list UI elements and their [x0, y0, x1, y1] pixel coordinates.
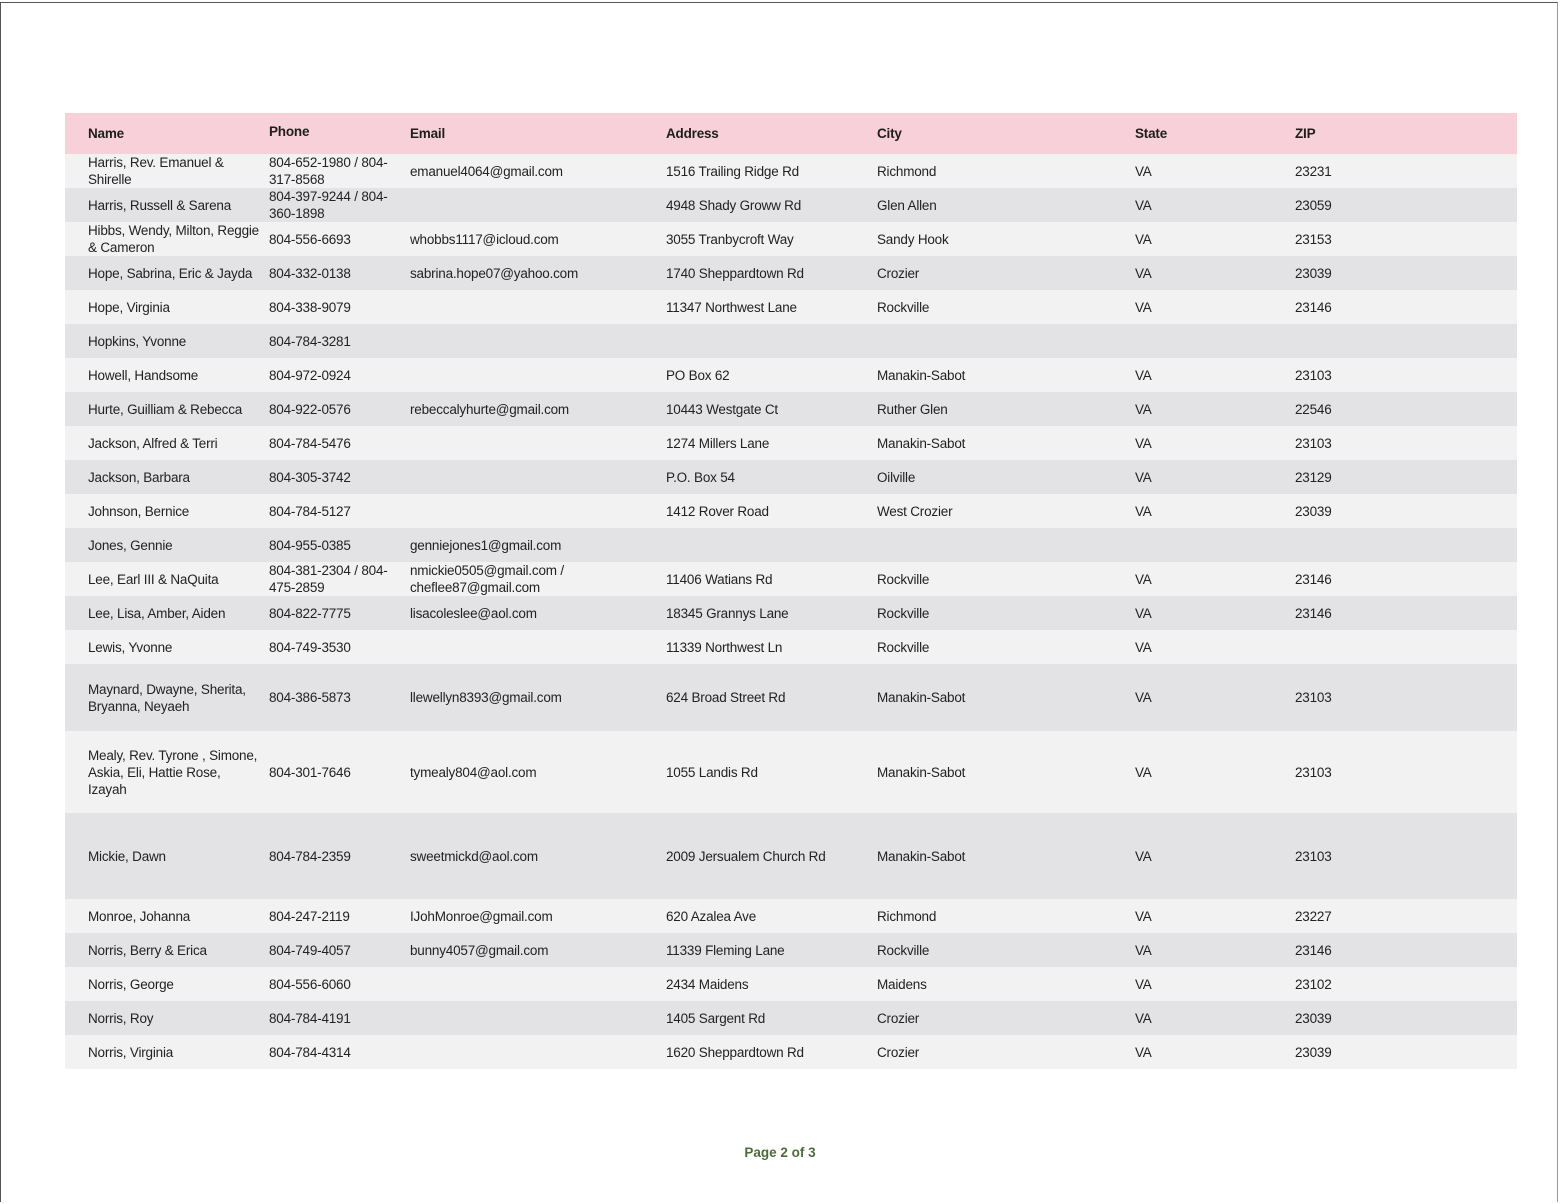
cell-phone: 804-652-1980 / 804-317-8568	[269, 155, 388, 187]
cell-state: VA	[1135, 163, 1152, 179]
cell-state: VA	[1135, 401, 1152, 417]
cell-zip: 22546	[1295, 401, 1332, 417]
cell-address: P.O. Box 54	[666, 469, 735, 485]
cell-name: Lee, Lisa, Amber, Aiden	[88, 605, 226, 621]
table-row	[65, 460, 1517, 494]
cell-address: 11339 Northwest Ln	[666, 639, 783, 655]
cell-email: bunny4057@gmail.com	[410, 942, 549, 958]
table-row	[65, 528, 1517, 562]
table-row	[65, 596, 1517, 630]
cell-city: Richmond	[877, 163, 937, 179]
table-row	[65, 222, 1517, 256]
cell-state: VA	[1135, 299, 1152, 315]
cell-phone: 804-556-6060	[269, 976, 351, 992]
cell-zip: 23129	[1295, 469, 1332, 485]
cell-zip: 23146	[1295, 942, 1332, 958]
cell-address: 11406 Watians Rd	[666, 571, 773, 587]
cell-phone: 804-784-3281	[269, 333, 351, 349]
cell-name: Johnson, Bernice	[88, 503, 190, 519]
cell-zip: 23231	[1295, 163, 1332, 179]
header-email: Email	[410, 126, 446, 141]
cell-state: VA	[1135, 265, 1152, 281]
cell-state: VA	[1135, 1044, 1152, 1060]
table-row	[65, 562, 1517, 596]
cell-phone: 804-556-6693	[269, 231, 351, 247]
table-row	[65, 426, 1517, 460]
cell-state: VA	[1135, 976, 1152, 992]
cell-phone: 804-381-2304 / 804-475-2859	[269, 563, 388, 595]
cell-zip: 23103	[1295, 764, 1332, 780]
cell-zip: 23039	[1295, 1044, 1332, 1060]
cell-zip: 23103	[1295, 848, 1332, 864]
table-row	[65, 494, 1517, 528]
cell-city: Crozier	[877, 1010, 920, 1026]
cell-phone: 804-386-5873	[269, 690, 351, 705]
cell-address: 4948 Shady Groww Rd	[666, 197, 802, 213]
cell-city: Rockville	[877, 605, 930, 621]
cell-address: 1055 Landis Rd	[666, 764, 758, 780]
cell-phone: 804-332-0138	[269, 265, 351, 281]
cell-email: nmickie0505@gmail.com / cheflee87@gmail.com	[410, 563, 564, 595]
cell-phone: 804-338-9079	[269, 299, 351, 315]
cell-city: Glen Allen	[877, 197, 937, 213]
cell-zip: 23146	[1295, 571, 1332, 587]
cell-name: Harris, Russell & Sarena	[88, 197, 232, 213]
directory-table	[65, 113, 1517, 1069]
cell-email: sweetmickd@aol.com	[410, 848, 538, 864]
cell-name: Jackson, Alfred & Terri	[88, 435, 218, 451]
cell-city: Crozier	[877, 265, 920, 281]
cell-phone: 804-784-2359	[269, 848, 351, 864]
cell-address: 1412 Rover Road	[666, 503, 769, 519]
cell-city: Sandy Hook	[877, 231, 949, 247]
table-row	[65, 290, 1517, 324]
cell-city: Oilville	[877, 469, 916, 485]
cell-zip: 23146	[1295, 299, 1332, 315]
cell-email: whobbs1117@icloud.com	[410, 231, 559, 247]
cell-city: Manakin-Sabot	[877, 764, 966, 780]
cell-state: VA	[1135, 435, 1152, 451]
cell-zip: 23103	[1295, 690, 1332, 705]
cell-city: Rockville	[877, 571, 930, 587]
cell-state: VA	[1135, 605, 1152, 621]
cell-name: Lee, Earl III & NaQuita	[88, 571, 219, 587]
cell-name: Jackson, Barbara	[88, 469, 190, 485]
cell-state: VA	[1135, 639, 1152, 655]
table-row	[65, 1001, 1517, 1035]
cell-name: Hopkins, Yvonne	[88, 333, 187, 349]
cell-phone: 804-784-5476	[269, 435, 351, 451]
cell-state: VA	[1135, 848, 1152, 864]
cell-name: Norris, Roy	[88, 1010, 154, 1026]
cell-city: Rockville	[877, 299, 930, 315]
cell-zip: 23039	[1295, 1010, 1332, 1026]
cell-email: llewellyn8393@gmail.com	[410, 690, 562, 705]
table-row	[65, 1035, 1517, 1069]
cell-name: Maynard, Dwayne, Sherita, Bryanna, Neyaeh	[88, 681, 246, 714]
cell-state: VA	[1135, 571, 1152, 587]
cell-phone: 804-822-7775	[269, 605, 351, 621]
header-city: City	[877, 126, 902, 141]
cell-address: 3055 Tranbycroft Way	[666, 231, 794, 247]
cell-address: PO Box 62	[666, 367, 730, 383]
cell-zip: 23102	[1295, 976, 1332, 992]
cell-state: VA	[1135, 197, 1152, 213]
cell-name: Hope, Sabrina, Eric & Jayda	[88, 265, 253, 281]
cell-state: VA	[1135, 942, 1152, 958]
cell-state: VA	[1135, 469, 1152, 485]
cell-phone: 804-922-0576	[269, 401, 351, 417]
header-address: Address	[666, 126, 719, 141]
cell-address: 11339 Fleming Lane	[666, 942, 785, 958]
table-row	[65, 813, 1517, 899]
table-row	[65, 392, 1517, 426]
cell-phone: 804-301-7646	[269, 764, 351, 780]
cell-address: 10443 Westgate Ct	[666, 401, 778, 417]
cell-zip: 23059	[1295, 197, 1332, 213]
cell-email: sabrina.hope07@yahoo.com	[410, 265, 579, 281]
cell-address: 1405 Sargent Rd	[666, 1010, 766, 1026]
cell-email: genniejones1@gmail.com	[410, 537, 562, 553]
cell-city: Manakin-Sabot	[877, 690, 966, 705]
cell-city: Maidens	[877, 976, 927, 992]
cell-address: 11347 Northwest Lane	[666, 299, 797, 315]
header-zip: ZIP	[1295, 126, 1316, 141]
cell-city: Richmond	[877, 908, 937, 924]
cell-city: Rockville	[877, 639, 930, 655]
cell-phone: 804-784-4314	[269, 1044, 351, 1060]
cell-email: lisacoleslee@aol.com	[410, 605, 537, 621]
cell-name: Norris, Berry & Erica	[88, 942, 207, 958]
cell-phone: 804-972-0924	[269, 367, 351, 383]
cell-address: 2009 Jersualem Church Rd	[666, 848, 826, 864]
cell-city: Ruther Glen	[877, 401, 948, 417]
cell-name: Harris, Rev. Emanuel & Shirelle	[88, 155, 224, 187]
table-row	[65, 967, 1517, 1001]
cell-phone: 804-397-9244 / 804-360-1898	[269, 189, 388, 221]
cell-name: Mickie, Dawn	[88, 848, 166, 864]
cell-zip: 23153	[1295, 231, 1332, 247]
cell-city: Manakin-Sabot	[877, 435, 966, 451]
cell-email: emanuel4064@gmail.com	[410, 163, 563, 179]
cell-name: Howell, Handsome	[88, 367, 199, 383]
cell-zip: 23039	[1295, 265, 1332, 281]
cell-zip: 23103	[1295, 435, 1332, 451]
cell-city: West Crozier	[877, 503, 953, 519]
cell-email: tymealy804@aol.com	[410, 764, 537, 780]
cell-name: Monroe, Johanna	[88, 908, 191, 924]
cell-address: 18345 Grannys Lane	[666, 605, 789, 621]
cell-state: VA	[1135, 764, 1152, 780]
table-row	[65, 664, 1517, 731]
table-row	[65, 154, 1517, 188]
header-name: Name	[88, 126, 124, 141]
table-row	[65, 899, 1517, 933]
table-row	[65, 324, 1517, 358]
cell-address: 1740 Sheppardtown Rd	[666, 265, 804, 281]
cell-name: Norris, Virginia	[88, 1044, 174, 1060]
cell-name: Hibbs, Wendy, Milton, Reggie & Cameron	[88, 223, 259, 255]
header-phone: Phone	[269, 124, 310, 139]
table-row	[65, 256, 1517, 290]
cell-address: 1620 Sheppardtown Rd	[666, 1044, 804, 1060]
cell-state: VA	[1135, 367, 1152, 383]
cell-phone: 804-784-5127	[269, 503, 351, 519]
table-row	[65, 731, 1517, 813]
table-row	[65, 188, 1517, 222]
cell-state: VA	[1135, 1010, 1152, 1026]
table-body	[65, 154, 1517, 1069]
cell-address: 1516 Trailing Ridge Rd	[666, 163, 799, 179]
cell-city: Manakin-Sabot	[877, 848, 966, 864]
cell-address: 2434 Maidens	[666, 976, 749, 992]
cell-city: Manakin-Sabot	[877, 367, 966, 383]
cell-address: 620 Azalea Ave	[666, 908, 757, 924]
cell-email: rebeccalyhurte@gmail.com	[410, 401, 569, 417]
page-number: Page 2 of 3	[744, 1145, 816, 1160]
table-row	[65, 630, 1517, 664]
cell-state: VA	[1135, 690, 1152, 705]
cell-zip: 23146	[1295, 605, 1332, 621]
cell-city: Rockville	[877, 942, 930, 958]
cell-name: Hurte, Guilliam & Rebecca	[88, 401, 243, 417]
table-row	[65, 933, 1517, 967]
cell-address: 1274 Millers Lane	[666, 435, 770, 451]
cell-phone: 804-955-0385	[269, 537, 351, 553]
cell-phone: 804-305-3742	[269, 469, 351, 485]
header-state: State	[1135, 126, 1168, 141]
table-header-row	[65, 113, 1517, 154]
cell-phone: 804-749-3530	[269, 639, 351, 655]
cell-zip: 23039	[1295, 503, 1332, 519]
cell-state: VA	[1135, 908, 1152, 924]
cell-name: Mealy, Rev. Tyrone , Simone, Askia, Eli, Hattie Rose, Izayah	[88, 747, 258, 797]
cell-name: Hope, Virginia	[88, 299, 170, 315]
cell-city: Crozier	[877, 1044, 920, 1060]
cell-address: 624 Broad Street Rd	[666, 690, 786, 705]
cell-phone: 804-749-4057	[269, 942, 351, 958]
table-row	[65, 358, 1517, 392]
cell-name: Norris, George	[88, 976, 174, 992]
cell-phone: 804-784-4191	[269, 1010, 351, 1026]
cell-name: Lewis, Yvonne	[88, 639, 173, 655]
cell-state: VA	[1135, 231, 1152, 247]
cell-state: VA	[1135, 503, 1152, 519]
cell-email: IJohMonroe@gmail.com	[410, 908, 553, 924]
cell-zip: 23103	[1295, 367, 1332, 383]
cell-name: Jones, Gennie	[88, 537, 173, 553]
cell-zip: 23227	[1295, 908, 1332, 924]
cell-phone: 804-247-2119	[269, 908, 350, 924]
